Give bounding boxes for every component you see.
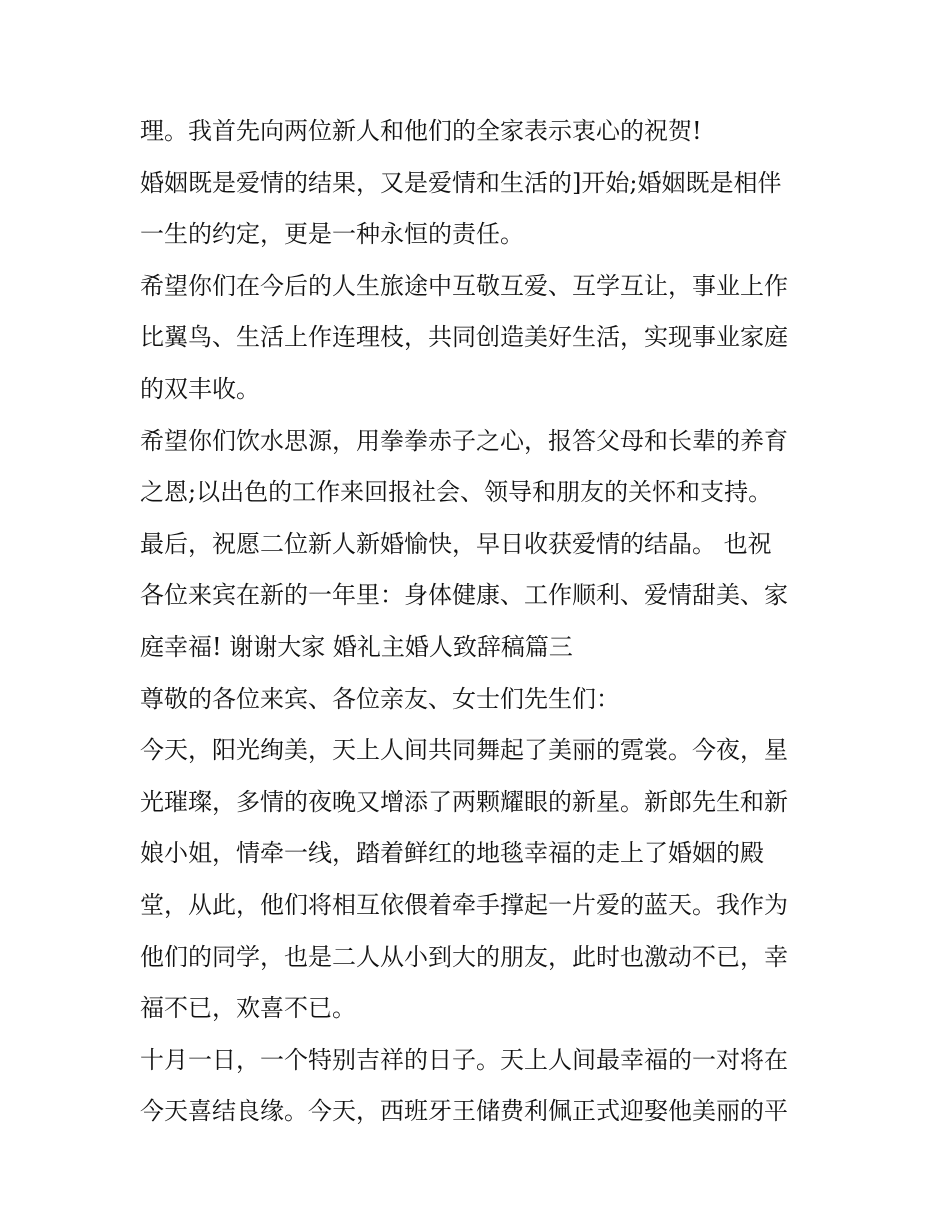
text-line: 今天喜结良缘。今天，西班牙王储费利佩正式迎娶他美丽的平: [140, 1097, 788, 1126]
text-line: 最后，祝愿二位新人新婚愉快，早日收获爱情的结晶。 也祝: [140, 529, 772, 558]
text-line: 的双丰收。: [140, 374, 260, 403]
text-line: 婚姻既是爱情的结果，又是爱情和生活的]开始;婚姻既是相伴: [140, 168, 782, 197]
text-line: 福不已，欢喜不已。: [140, 994, 356, 1023]
text-line: 堂，从此，他们将相互依偎着牵手撑起一片爱的蓝天。我作为: [140, 890, 788, 919]
text-line: 光璀璨，多情的夜晚又增添了两颗耀眼的新星。新郎先生和新: [140, 787, 788, 816]
text-line: 十月一日，一个特别吉祥的日子。天上人间最幸福的一对将在: [140, 1045, 788, 1074]
text-line: 比翼鸟、生活上作连理枝，共同创造美好生活，实现事业家庭: [140, 323, 788, 352]
text-line: 庭幸福! 谢谢大家 婚礼主婚人致辞稿篇三: [140, 632, 573, 661]
text-line: 今天，阳光绚美，天上人间共同舞起了美丽的霓裳。今夜，星: [140, 736, 788, 765]
text-line: 希望你们饮水思源，用拳拳赤子之心，报答父母和长辈的养育: [140, 426, 788, 455]
text-line: 一生的约定，更是一种永恒的责任。: [140, 220, 524, 249]
text-line: 理。我首先向两位新人和他们的全家表示衷心的祝贺!: [140, 117, 702, 145]
text-line: 尊敬的各位来宾、各位亲友、女士们先生们：: [140, 684, 620, 713]
text-line: 之恩;以出色的工作来回报社会、领导和朋友的关怀和支持。: [140, 478, 773, 507]
text-line: 娘小姐，情牵一线，踏着鲜红的地毯幸福的走上了婚姻的殿: [140, 839, 764, 868]
text-line: 希望你们在今后的人生旅途中互敬互爱、互学互让，事业上作: [140, 271, 788, 300]
document-body: [140, 106, 820, 1138]
text-line: 他们的同学，也是二人从小到大的朋友，此时也激动不已，幸: [140, 942, 788, 971]
text-line: 各位来宾在新的一年里：身体健康、工作顺利、爱情甜美、家: [140, 581, 788, 610]
